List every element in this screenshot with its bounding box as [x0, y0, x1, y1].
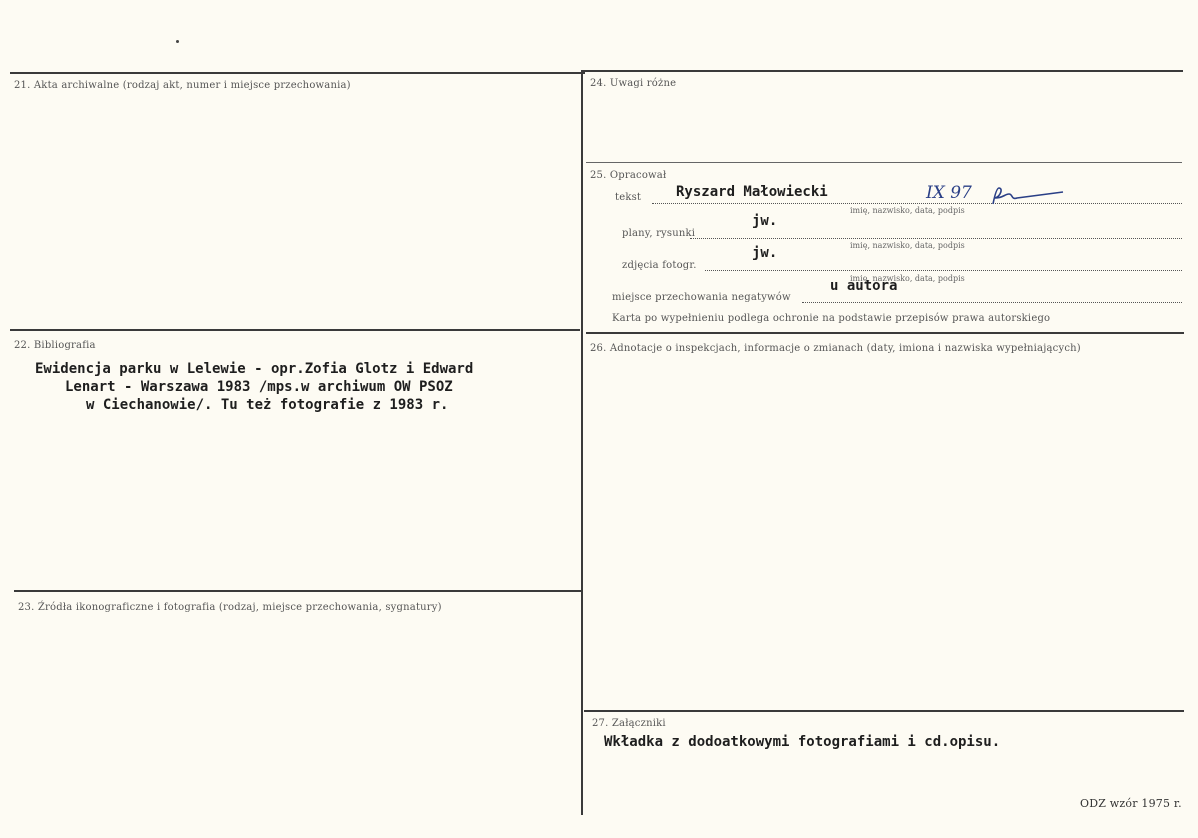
signature-mark	[985, 184, 1065, 208]
section-22-label: 22. Bibliografia	[14, 340, 96, 351]
center-divider	[581, 70, 583, 815]
zdjecia-value: jw.	[752, 245, 778, 261]
top-rule-left	[10, 72, 585, 74]
rule-21-22	[10, 329, 580, 331]
rule-22-23	[14, 590, 582, 592]
tekst-label: tekst	[615, 192, 642, 203]
section-27-label: 27. Załączniki	[592, 718, 666, 729]
attachments-value: Wkładka z dodoatkowymi fotografiami i cd.opisu.	[604, 734, 1001, 750]
section-25-label: 25. Opracował	[590, 170, 667, 181]
plany-dotted-line	[690, 238, 1182, 239]
tekst-value: Ryszard Małowiecki	[676, 184, 828, 200]
tekst-caption: imię, nazwisko, data, podpis	[850, 206, 965, 215]
tekst-dotted-line	[652, 203, 1182, 204]
form-footer: ODZ wzór 1975 r.	[1080, 797, 1182, 810]
section-21-label: 21. Akta archiwalne (rodzaj akt, numer i miejsce przechowania)	[14, 80, 351, 91]
copyright-note: Karta po wypełnieniu podlega ochronie na podstawie przepisów prawa autorskiego	[612, 313, 1051, 324]
rule-24-25	[586, 162, 1182, 163]
zdjecia-caption: imię, nazwisko, data, podpis	[850, 274, 965, 283]
stray-mark	[176, 40, 179, 43]
miejsce-value: u autora	[830, 278, 898, 294]
plany-label: plany, rysunki	[622, 228, 696, 239]
zdjecia-dotted-line	[705, 270, 1182, 271]
zdjecia-label: zdjęcia fotogr.	[622, 260, 697, 271]
bibliography-line-3: w Ciechanowie/. Tu też fotografie z 1983 r.	[86, 397, 449, 413]
plany-value: jw.	[752, 213, 778, 229]
section-26-label: 26. Adnotacje o inspekcjach, informacje o zmianach (daty, imiona i nazwiska wypełniających)	[590, 343, 1081, 354]
bibliography-line-1: Ewidencja parku w Lelewie - opr.Zofia Glotz i Edward	[35, 361, 474, 377]
miejsce-dotted-line	[802, 302, 1182, 303]
section-23-label: 23. Źródła ikonograficzne i fotografia (rodzaj, miejsce przechowania, sygnatury)	[18, 602, 442, 613]
miejsce-label: miejsce przechowania negatywów	[612, 292, 791, 303]
top-rule-right	[583, 70, 1183, 72]
bibliography-line-2: Lenart - Warszawa 1983 /mps.w archiwum OW PSOZ	[65, 379, 453, 395]
date-handwritten: IX 97	[926, 183, 972, 203]
section-24-label: 24. Uwagi różne	[590, 78, 677, 89]
rule-25-26	[586, 332, 1184, 334]
rule-26-27	[584, 710, 1184, 712]
plany-caption: imię, nazwisko, data, podpis	[850, 241, 965, 250]
